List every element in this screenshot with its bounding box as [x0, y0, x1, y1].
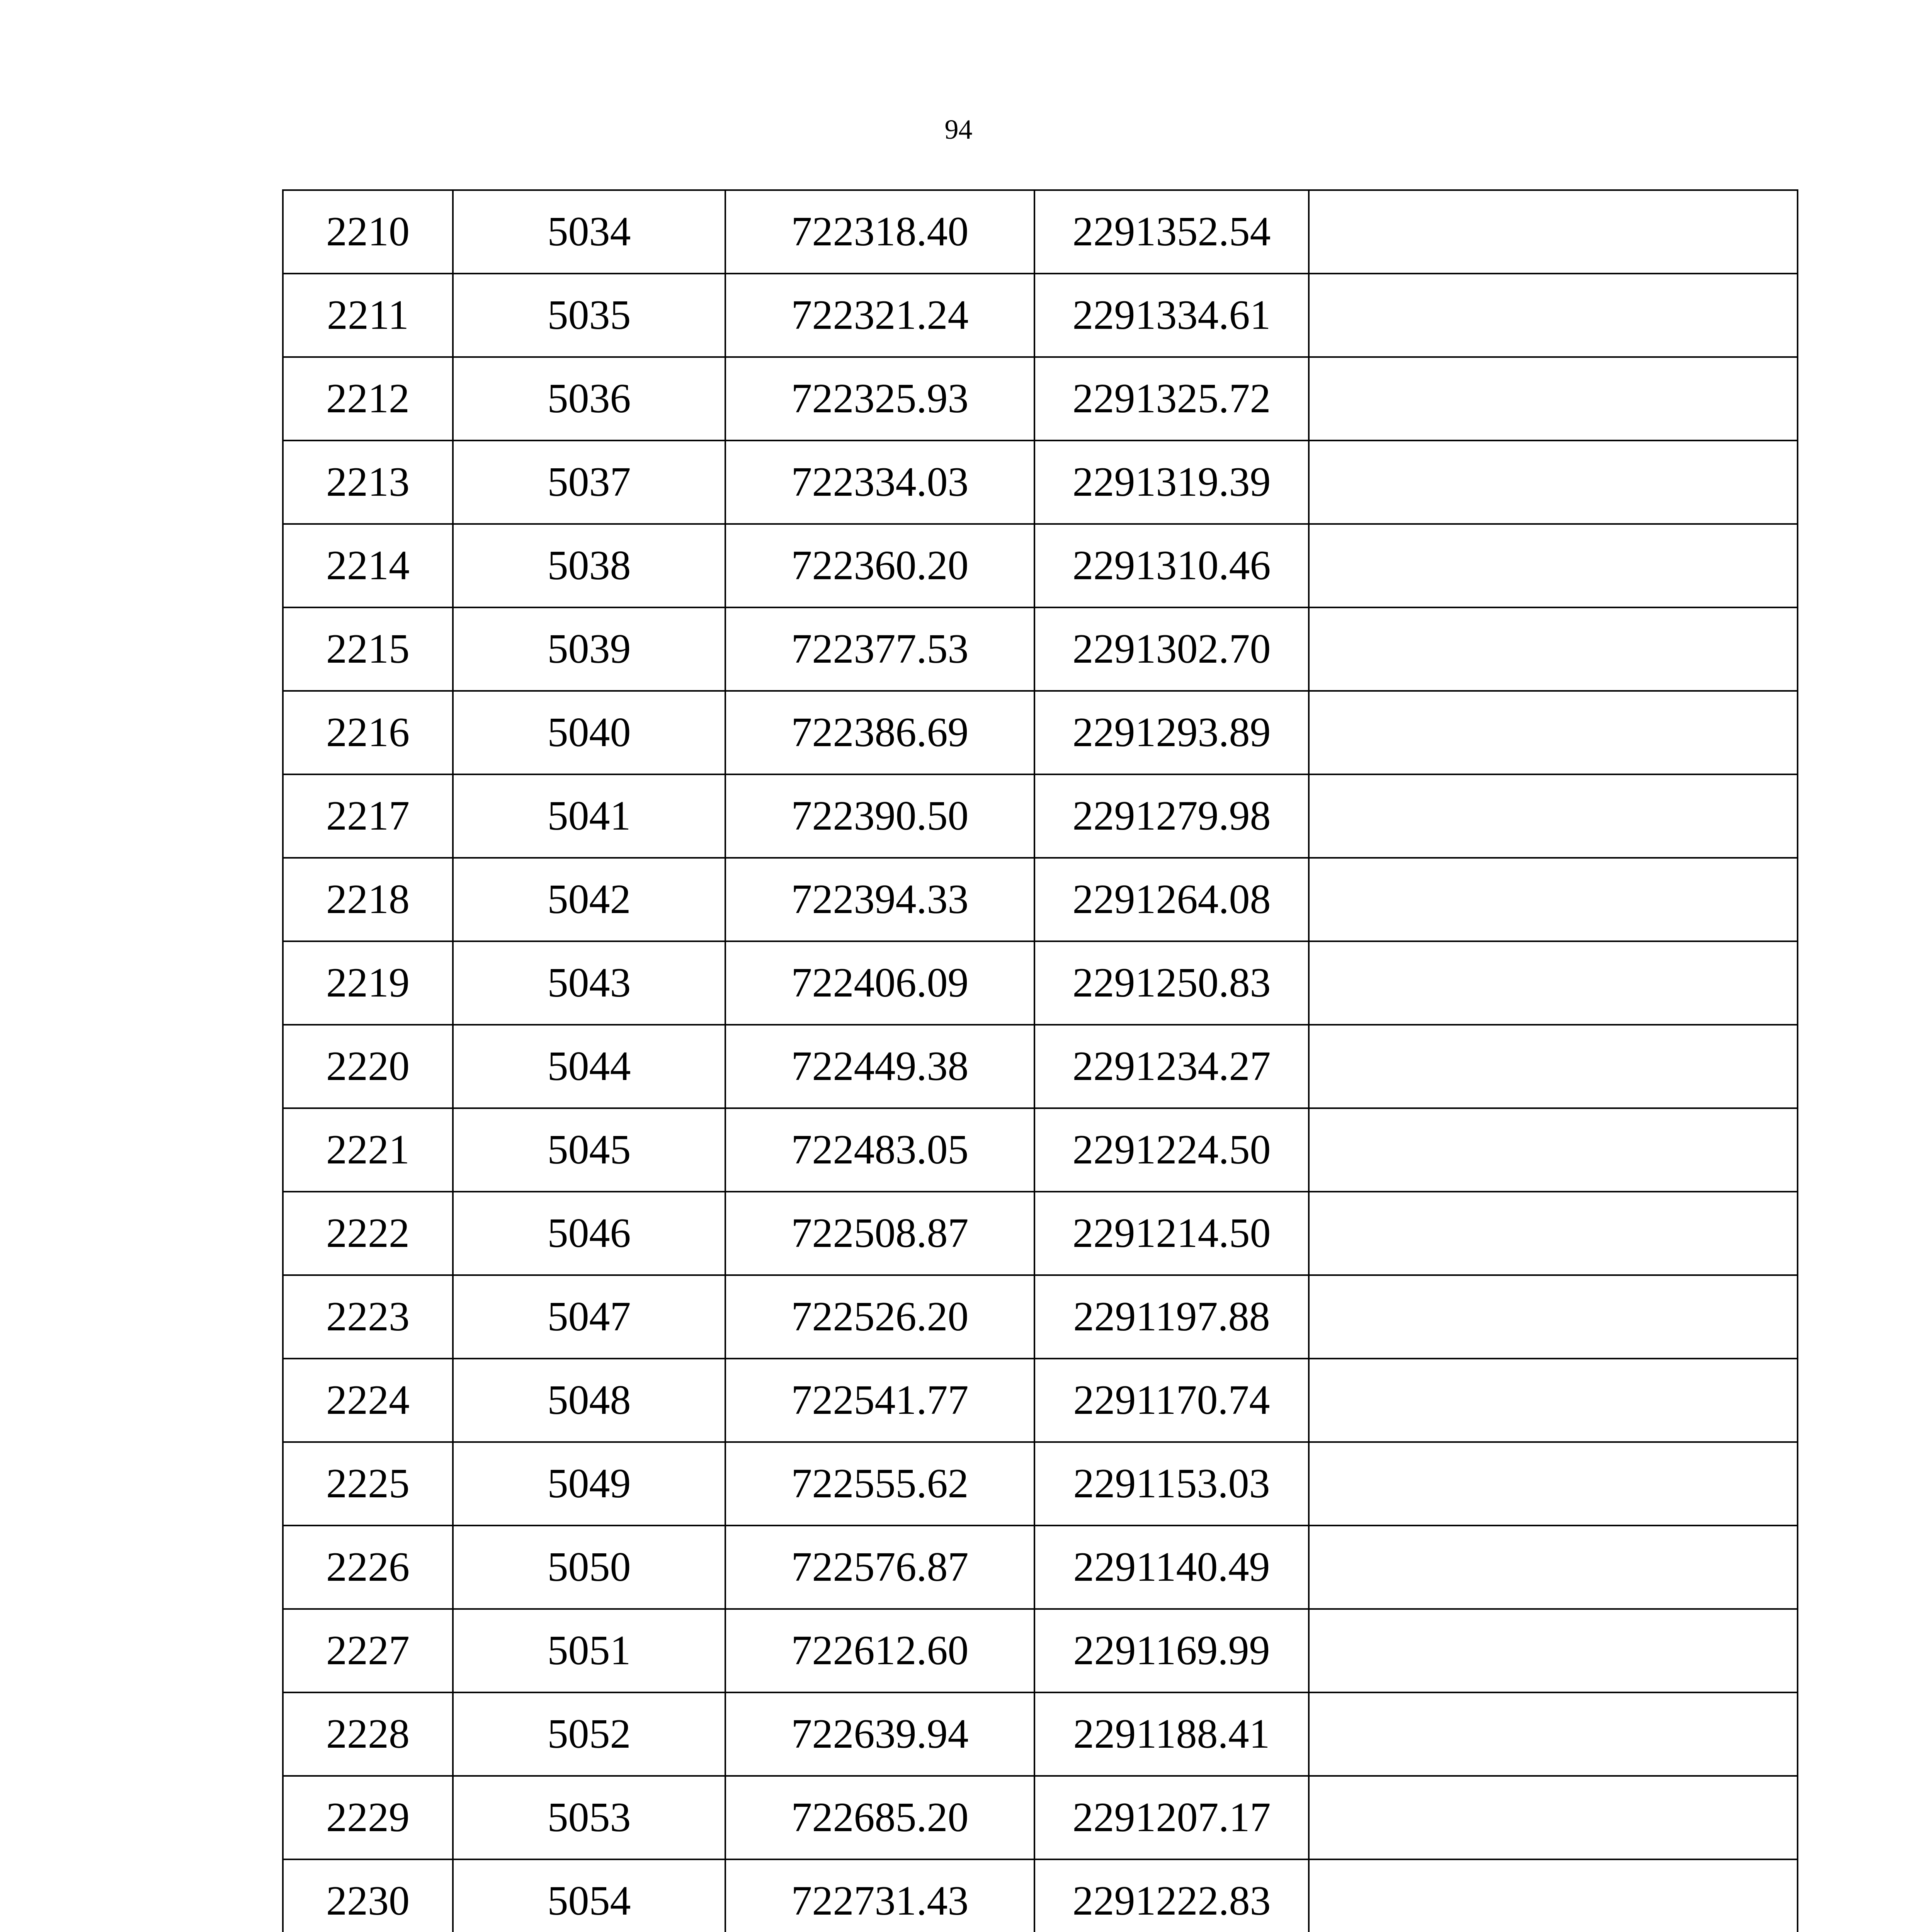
table-row: [283, 774, 1798, 858]
y-coordinate-cell: 2291310.46: [1034, 524, 1309, 607]
coordinate-table-body: [283, 190, 1798, 1932]
note-cell: [1309, 858, 1798, 941]
point-id-cell: 5053: [453, 1776, 725, 1859]
x-coordinate-cell: 722576.87: [725, 1526, 1034, 1609]
y-coordinate-cell: 2291250.83: [1034, 941, 1309, 1025]
index-cell: 2210: [283, 190, 453, 274]
y-coordinate-cell: 2291188.41: [1034, 1692, 1309, 1776]
y-coordinate-cell: 2291214.50: [1034, 1192, 1309, 1275]
y-coordinate-cell: 2291224.50: [1034, 1108, 1309, 1192]
x-coordinate-cell: 722406.09: [725, 941, 1034, 1025]
y-coordinate-cell: 2291264.08: [1034, 858, 1309, 941]
x-coordinate-cell: 722526.20: [725, 1275, 1034, 1359]
note-cell: [1309, 274, 1798, 357]
index-cell: 2223: [283, 1275, 453, 1359]
note-cell: [1309, 941, 1798, 1025]
table-row: [283, 1192, 1798, 1275]
index-cell: 2226: [283, 1526, 453, 1609]
index-cell: 2215: [283, 607, 453, 691]
note-cell: [1309, 1192, 1798, 1275]
table-row: [283, 1108, 1798, 1192]
note-cell: [1309, 1609, 1798, 1692]
table-row: [283, 357, 1798, 440]
note-cell: [1309, 1442, 1798, 1526]
point-id-cell: 5051: [453, 1609, 725, 1692]
coordinate-table: [282, 189, 1798, 1932]
point-id-cell: 5038: [453, 524, 725, 607]
table-row: [283, 274, 1798, 357]
y-coordinate-cell: 2291334.61: [1034, 274, 1309, 357]
point-id-cell: 5042: [453, 858, 725, 941]
x-coordinate-cell: 722360.20: [725, 524, 1034, 607]
note-cell: [1309, 1275, 1798, 1359]
y-coordinate-cell: 2291234.27: [1034, 1025, 1309, 1108]
x-coordinate-cell: 722612.60: [725, 1609, 1034, 1692]
y-coordinate-cell: 2291222.83: [1034, 1859, 1309, 1932]
index-cell: 2214: [283, 524, 453, 607]
note-cell: [1309, 1692, 1798, 1776]
index-cell: 2224: [283, 1359, 453, 1442]
x-coordinate-cell: 722394.33: [725, 858, 1034, 941]
point-id-cell: 5037: [453, 440, 725, 524]
table-row: [283, 440, 1798, 524]
y-coordinate-cell: 2291352.54: [1034, 190, 1309, 274]
table-row: [283, 1859, 1798, 1932]
index-cell: 2218: [283, 858, 453, 941]
index-cell: 2225: [283, 1442, 453, 1526]
point-id-cell: 5047: [453, 1275, 725, 1359]
x-coordinate-cell: 722318.40: [725, 190, 1034, 274]
point-id-cell: 5035: [453, 274, 725, 357]
y-coordinate-cell: 2291197.88: [1034, 1275, 1309, 1359]
note-cell: [1309, 1359, 1798, 1442]
x-coordinate-cell: 722449.38: [725, 1025, 1034, 1108]
table-row: [283, 1692, 1798, 1776]
table-row: [283, 1025, 1798, 1108]
table-row: [283, 691, 1798, 774]
index-cell: 2230: [283, 1859, 453, 1932]
y-coordinate-cell: 2291293.89: [1034, 691, 1309, 774]
table-row: [283, 607, 1798, 691]
table-row: [283, 941, 1798, 1025]
point-id-cell: 5046: [453, 1192, 725, 1275]
y-coordinate-cell: 2291207.17: [1034, 1776, 1309, 1859]
note-cell: [1309, 1859, 1798, 1932]
x-coordinate-cell: 722508.87: [725, 1192, 1034, 1275]
x-coordinate-cell: 722325.93: [725, 357, 1034, 440]
x-coordinate-cell: 722731.43: [725, 1859, 1034, 1932]
y-coordinate-cell: 2291279.98: [1034, 774, 1309, 858]
x-coordinate-cell: 722541.77: [725, 1359, 1034, 1442]
y-coordinate-cell: 2291170.74: [1034, 1359, 1309, 1442]
point-id-cell: 5048: [453, 1359, 725, 1442]
index-cell: 2211: [283, 274, 453, 357]
table-row: [283, 190, 1798, 274]
table-row: [283, 1609, 1798, 1692]
y-coordinate-cell: 2291140.49: [1034, 1526, 1309, 1609]
y-coordinate-cell: 2291302.70: [1034, 607, 1309, 691]
y-coordinate-cell: 2291325.72: [1034, 357, 1309, 440]
page-number: 94: [944, 114, 973, 145]
table-row: [283, 524, 1798, 607]
table-row: [283, 1442, 1798, 1526]
x-coordinate-cell: 722639.94: [725, 1692, 1034, 1776]
point-id-cell: 5043: [453, 941, 725, 1025]
x-coordinate-cell: 722386.69: [725, 691, 1034, 774]
x-coordinate-cell: 722685.20: [725, 1776, 1034, 1859]
note-cell: [1309, 1776, 1798, 1859]
index-cell: 2212: [283, 357, 453, 440]
table-row: [283, 1275, 1798, 1359]
note-cell: [1309, 357, 1798, 440]
table-row: [283, 1776, 1798, 1859]
index-cell: 2222: [283, 1192, 453, 1275]
note-cell: [1309, 1025, 1798, 1108]
y-coordinate-cell: 2291169.99: [1034, 1609, 1309, 1692]
note-cell: [1309, 691, 1798, 774]
point-id-cell: 5052: [453, 1692, 725, 1776]
note-cell: [1309, 524, 1798, 607]
point-id-cell: 5034: [453, 190, 725, 274]
index-cell: 2229: [283, 1776, 453, 1859]
note-cell: [1309, 1108, 1798, 1192]
point-id-cell: 5041: [453, 774, 725, 858]
x-coordinate-cell: 722377.53: [725, 607, 1034, 691]
index-cell: 2220: [283, 1025, 453, 1108]
x-coordinate-cell: 722483.05: [725, 1108, 1034, 1192]
point-id-cell: 5049: [453, 1442, 725, 1526]
note-cell: [1309, 1526, 1798, 1609]
note-cell: [1309, 774, 1798, 858]
point-id-cell: 5044: [453, 1025, 725, 1108]
index-cell: 2217: [283, 774, 453, 858]
point-id-cell: 5036: [453, 357, 725, 440]
table-row: [283, 858, 1798, 941]
index-cell: 2213: [283, 440, 453, 524]
point-id-cell: 5050: [453, 1526, 725, 1609]
index-cell: 2216: [283, 691, 453, 774]
point-id-cell: 5040: [453, 691, 725, 774]
table-row: [283, 1526, 1798, 1609]
index-cell: 2228: [283, 1692, 453, 1776]
index-cell: 2227: [283, 1609, 453, 1692]
x-coordinate-cell: 722555.62: [725, 1442, 1034, 1526]
index-cell: 2219: [283, 941, 453, 1025]
point-id-cell: 5054: [453, 1859, 725, 1932]
y-coordinate-cell: 2291153.03: [1034, 1442, 1309, 1526]
x-coordinate-cell: 722321.24: [725, 274, 1034, 357]
table-row: [283, 1359, 1798, 1442]
index-cell: 2221: [283, 1108, 453, 1192]
x-coordinate-cell: 722390.50: [725, 774, 1034, 858]
x-coordinate-cell: 722334.03: [725, 440, 1034, 524]
point-id-cell: 5039: [453, 607, 725, 691]
note-cell: [1309, 440, 1798, 524]
point-id-cell: 5045: [453, 1108, 725, 1192]
note-cell: [1309, 190, 1798, 274]
note-cell: [1309, 607, 1798, 691]
y-coordinate-cell: 2291319.39: [1034, 440, 1309, 524]
